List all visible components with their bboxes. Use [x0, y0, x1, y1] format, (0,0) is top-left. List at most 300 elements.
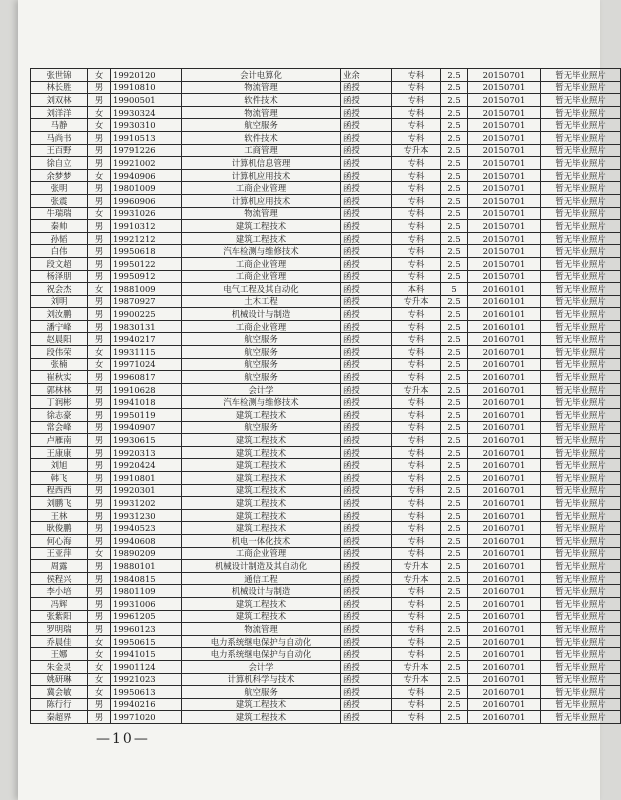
gender-cell: 男 — [88, 409, 111, 422]
table-row — [31, 660, 621, 673]
major-cell: 建筑工程技术 — [182, 610, 341, 623]
birthdate-cell: 19950912 — [111, 270, 182, 283]
level-cell: 专科 — [392, 94, 441, 107]
graduation-date-cell: 20150701 — [468, 245, 541, 258]
graduation-date-cell: 20160701 — [468, 597, 541, 610]
duration-cell: 2.5 — [441, 333, 468, 346]
photo-status-cell: 暂无毕业照片 — [541, 131, 621, 144]
level-cell: 专科 — [392, 245, 441, 258]
birthdate-cell: 19881009 — [111, 283, 182, 296]
name-cell: 白伟 — [31, 245, 88, 258]
study-mode-cell: 函授 — [341, 459, 392, 472]
duration-cell: 2.5 — [441, 560, 468, 573]
graduation-date-cell: 20160701 — [468, 623, 541, 636]
graduation-date-cell: 20160701 — [468, 346, 541, 359]
level-cell: 专科 — [392, 194, 441, 207]
table-row — [31, 547, 621, 560]
gender-cell: 女 — [88, 635, 111, 648]
birthdate-cell: 19930615 — [111, 434, 182, 447]
photo-status-cell: 暂无毕业照片 — [541, 295, 621, 308]
major-cell: 工商企业管理 — [182, 182, 341, 195]
photo-status-cell: 暂无毕业照片 — [541, 459, 621, 472]
photo-status-cell: 暂无毕业照片 — [541, 383, 621, 396]
table-row — [31, 131, 621, 144]
gender-cell: 男 — [88, 459, 111, 472]
birthdate-cell: 19921212 — [111, 232, 182, 245]
duration-cell: 2.5 — [441, 660, 468, 673]
photo-status-cell: 暂无毕业照片 — [541, 119, 621, 132]
level-cell: 专升本 — [392, 673, 441, 686]
gender-cell: 男 — [88, 157, 111, 170]
table-row — [31, 295, 621, 308]
study-mode-cell: 函授 — [341, 169, 392, 182]
duration-cell: 2.5 — [441, 169, 468, 182]
major-cell: 建筑工程技术 — [182, 472, 341, 485]
graduation-date-cell: 20160701 — [468, 572, 541, 585]
duration-cell: 2.5 — [441, 459, 468, 472]
photo-status-cell: 暂无毕业照片 — [541, 660, 621, 673]
level-cell: 专科 — [392, 333, 441, 346]
level-cell: 专科 — [392, 623, 441, 636]
major-cell: 工商企业管理 — [182, 320, 341, 333]
name-cell: 徐志豪 — [31, 409, 88, 422]
study-mode-cell: 函授 — [341, 534, 392, 547]
gender-cell: 男 — [88, 396, 111, 409]
study-mode-cell: 函授 — [341, 295, 392, 308]
name-cell: 常会峰 — [31, 421, 88, 434]
duration-cell: 2.5 — [441, 106, 468, 119]
photo-status-cell: 暂无毕业照片 — [541, 207, 621, 220]
study-mode-cell: 函授 — [341, 358, 392, 371]
birthdate-cell: 19900225 — [111, 308, 182, 321]
study-mode-cell: 函授 — [341, 572, 392, 585]
level-cell: 专科 — [392, 232, 441, 245]
name-cell: 耿俊鹏 — [31, 522, 88, 535]
major-cell: 建筑工程技术 — [182, 497, 341, 510]
graduation-date-cell: 20160101 — [468, 295, 541, 308]
graduation-date-cell: 20150701 — [468, 194, 541, 207]
table-row — [31, 283, 621, 296]
graduation-date-cell: 20150701 — [468, 270, 541, 283]
gender-cell: 男 — [88, 131, 111, 144]
photo-status-cell: 暂无毕业照片 — [541, 169, 621, 182]
study-mode-cell: 函授 — [341, 182, 392, 195]
major-cell: 工商企业管理 — [182, 257, 341, 270]
photo-status-cell: 暂无毕业照片 — [541, 194, 621, 207]
study-mode-cell: 函授 — [341, 283, 392, 296]
name-cell: 韩飞 — [31, 472, 88, 485]
birthdate-cell: 19940217 — [111, 333, 182, 346]
photo-status-cell: 暂无毕业照片 — [541, 509, 621, 522]
level-cell: 专科 — [392, 409, 441, 422]
name-cell: 冯辉 — [31, 597, 88, 610]
gender-cell: 男 — [88, 194, 111, 207]
table-row — [31, 409, 621, 422]
table-row — [31, 711, 621, 724]
birthdate-cell: 19830131 — [111, 320, 182, 333]
study-mode-cell: 函授 — [341, 597, 392, 610]
major-cell: 建筑工程技术 — [182, 232, 341, 245]
study-mode-cell: 函授 — [341, 144, 392, 157]
major-cell: 电气工程及其自动化 — [182, 283, 341, 296]
birthdate-cell: 19920301 — [111, 484, 182, 497]
level-cell: 专科 — [392, 509, 441, 522]
name-cell: 朱金灵 — [31, 660, 88, 673]
photo-status-cell: 暂无毕业照片 — [541, 257, 621, 270]
birthdate-cell: 19971020 — [111, 711, 182, 724]
birthdate-cell: 19930324 — [111, 106, 182, 119]
major-cell: 工商企业管理 — [182, 270, 341, 283]
name-cell: 张震 — [31, 194, 88, 207]
name-cell: 余梦梦 — [31, 169, 88, 182]
table-row — [31, 320, 621, 333]
name-cell: 丁润彬 — [31, 396, 88, 409]
name-cell: 何心海 — [31, 534, 88, 547]
graduation-date-cell: 20160701 — [468, 383, 541, 396]
level-cell: 专科 — [392, 597, 441, 610]
major-cell: 软件技术 — [182, 94, 341, 107]
gender-cell: 女 — [88, 69, 111, 82]
photo-status-cell: 暂无毕业照片 — [541, 560, 621, 573]
duration-cell: 2.5 — [441, 194, 468, 207]
gender-cell: 男 — [88, 371, 111, 384]
birthdate-cell: 19801009 — [111, 182, 182, 195]
graduation-date-cell: 20160701 — [468, 459, 541, 472]
duration-cell: 2.5 — [441, 232, 468, 245]
graduation-date-cell: 20160701 — [468, 371, 541, 384]
major-cell: 会计学 — [182, 383, 341, 396]
name-cell: 侯程兴 — [31, 572, 88, 585]
major-cell: 航空服务 — [182, 346, 341, 359]
graduation-date-cell: 20160701 — [468, 547, 541, 560]
table-row — [31, 597, 621, 610]
gender-cell: 女 — [88, 119, 111, 132]
table-row — [31, 182, 621, 195]
table-row — [31, 698, 621, 711]
duration-cell: 2.5 — [441, 421, 468, 434]
photo-status-cell: 暂无毕业照片 — [541, 106, 621, 119]
name-cell: 卢雁南 — [31, 434, 88, 447]
graduation-date-cell: 20150701 — [468, 169, 541, 182]
major-cell: 汽车检测与维修技术 — [182, 396, 341, 409]
study-mode-cell: 函授 — [341, 711, 392, 724]
graduation-date-cell: 20150701 — [468, 144, 541, 157]
level-cell: 专科 — [392, 421, 441, 434]
gender-cell: 男 — [88, 560, 111, 573]
duration-cell: 2.5 — [441, 698, 468, 711]
level-cell: 专升本 — [392, 660, 441, 673]
name-cell: 刘鹏飞 — [31, 497, 88, 510]
level-cell: 专科 — [392, 396, 441, 409]
major-cell: 工商管理 — [182, 144, 341, 157]
level-cell: 专科 — [392, 686, 441, 699]
table-row — [31, 434, 621, 447]
name-cell: 崔秋实 — [31, 371, 88, 384]
name-cell: 马尚书 — [31, 131, 88, 144]
birthdate-cell: 19931230 — [111, 509, 182, 522]
table-row — [31, 459, 621, 472]
graduation-date-cell: 20160701 — [468, 660, 541, 673]
duration-cell: 2.5 — [441, 295, 468, 308]
birthdate-cell: 19801109 — [111, 585, 182, 598]
photo-status-cell: 暂无毕业照片 — [541, 623, 621, 636]
name-cell: 罗明瑞 — [31, 623, 88, 636]
level-cell: 专升本 — [392, 383, 441, 396]
graduation-date-cell: 20160701 — [468, 686, 541, 699]
birthdate-cell: 19950615 — [111, 635, 182, 648]
gender-cell: 男 — [88, 81, 111, 94]
table-row — [31, 194, 621, 207]
table-row — [31, 585, 621, 598]
duration-cell: 2.5 — [441, 472, 468, 485]
study-mode-cell: 函授 — [341, 371, 392, 384]
gender-cell: 男 — [88, 597, 111, 610]
study-mode-cell: 函授 — [341, 509, 392, 522]
graduation-date-cell: 20160701 — [468, 396, 541, 409]
photo-status-cell: 暂无毕业照片 — [541, 547, 621, 560]
graduation-date-cell: 20150701 — [468, 257, 541, 270]
name-cell: 王康康 — [31, 446, 88, 459]
name-cell: 程西西 — [31, 484, 88, 497]
duration-cell: 2.5 — [441, 484, 468, 497]
duration-cell: 2.5 — [441, 245, 468, 258]
major-cell: 建筑工程技术 — [182, 711, 341, 724]
gender-cell: 男 — [88, 534, 111, 547]
table-row — [31, 673, 621, 686]
photo-status-cell: 暂无毕业照片 — [541, 358, 621, 371]
birthdate-cell: 19940523 — [111, 522, 182, 535]
gender-cell: 女 — [88, 686, 111, 699]
name-cell: 刘明 — [31, 295, 88, 308]
study-mode-cell: 业余 — [341, 69, 392, 82]
table-row — [31, 509, 621, 522]
graduation-date-cell: 20150701 — [468, 182, 541, 195]
level-cell: 专科 — [392, 459, 441, 472]
birthdate-cell: 19921023 — [111, 673, 182, 686]
level-cell: 专科 — [392, 207, 441, 220]
table-row — [31, 383, 621, 396]
graduation-date-cell: 20160101 — [468, 320, 541, 333]
gender-cell: 男 — [88, 245, 111, 258]
major-cell: 物流管理 — [182, 81, 341, 94]
gender-cell: 男 — [88, 144, 111, 157]
table-row — [31, 472, 621, 485]
major-cell: 建筑工程技术 — [182, 459, 341, 472]
photo-status-cell: 暂无毕业照片 — [541, 69, 621, 82]
table-row — [31, 371, 621, 384]
major-cell: 会计电算化 — [182, 69, 341, 82]
photo-status-cell: 暂无毕业照片 — [541, 333, 621, 346]
level-cell: 专科 — [392, 434, 441, 447]
study-mode-cell: 函授 — [341, 194, 392, 207]
level-cell: 专科 — [392, 320, 441, 333]
photo-status-cell: 暂无毕业照片 — [541, 610, 621, 623]
birthdate-cell: 19940216 — [111, 698, 182, 711]
gender-cell: 男 — [88, 446, 111, 459]
gender-cell: 男 — [88, 509, 111, 522]
duration-cell: 2.5 — [441, 69, 468, 82]
gender-cell: 女 — [88, 169, 111, 182]
level-cell: 本科 — [392, 283, 441, 296]
table-row — [31, 560, 621, 573]
name-cell: 赵晨阳 — [31, 333, 88, 346]
gender-cell: 男 — [88, 308, 111, 321]
graduation-date-cell: 20160701 — [468, 560, 541, 573]
level-cell: 专科 — [392, 711, 441, 724]
study-mode-cell: 函授 — [341, 660, 392, 673]
name-cell: 马静 — [31, 119, 88, 132]
duration-cell: 2.5 — [441, 144, 468, 157]
name-cell: 杨泽朋 — [31, 270, 88, 283]
name-cell: 刘双林 — [31, 94, 88, 107]
photo-status-cell: 暂无毕业照片 — [541, 396, 621, 409]
gender-cell: 男 — [88, 610, 111, 623]
gender-cell: 男 — [88, 295, 111, 308]
study-mode-cell: 函授 — [341, 434, 392, 447]
table-row — [31, 635, 621, 648]
document-page — [18, 0, 606, 800]
duration-cell: 2.5 — [441, 711, 468, 724]
name-cell: 张紫阳 — [31, 610, 88, 623]
birthdate-cell: 19931006 — [111, 597, 182, 610]
major-cell: 机电一体化技术 — [182, 534, 341, 547]
gender-cell: 男 — [88, 572, 111, 585]
birthdate-cell: 19900501 — [111, 94, 182, 107]
study-mode-cell: 函授 — [341, 686, 392, 699]
birthdate-cell: 19920313 — [111, 446, 182, 459]
photo-status-cell: 暂无毕业照片 — [541, 421, 621, 434]
birthdate-cell: 19960906 — [111, 194, 182, 207]
birthdate-cell: 19840815 — [111, 572, 182, 585]
birthdate-cell: 19960817 — [111, 371, 182, 384]
study-mode-cell: 函授 — [341, 320, 392, 333]
name-cell: 刘洋洋 — [31, 106, 88, 119]
photo-status-cell: 暂无毕业照片 — [541, 220, 621, 233]
name-cell: 姚研琳 — [31, 673, 88, 686]
graduation-date-cell: 20160701 — [468, 711, 541, 724]
study-mode-cell: 函授 — [341, 610, 392, 623]
gender-cell: 男 — [88, 333, 111, 346]
level-cell: 专科 — [392, 308, 441, 321]
graduation-date-cell: 20150701 — [468, 81, 541, 94]
photo-status-cell: 暂无毕业照片 — [541, 686, 621, 699]
graduation-date-cell: 20150701 — [468, 69, 541, 82]
major-cell: 机械设计制造及其自动化 — [182, 560, 341, 573]
level-cell: 专科 — [392, 270, 441, 283]
name-cell: 刘汝鹏 — [31, 308, 88, 321]
table-row — [31, 245, 621, 258]
study-mode-cell: 函授 — [341, 383, 392, 396]
graduation-date-cell: 20160701 — [468, 522, 541, 535]
level-cell: 专科 — [392, 257, 441, 270]
gender-cell: 男 — [88, 623, 111, 636]
birthdate-cell: 19920120 — [111, 69, 182, 82]
gender-cell: 女 — [88, 283, 111, 296]
gender-cell: 男 — [88, 94, 111, 107]
photo-status-cell: 暂无毕业照片 — [541, 472, 621, 485]
table-row — [31, 119, 621, 132]
major-cell: 建筑工程技术 — [182, 698, 341, 711]
major-cell: 计算机信息管理 — [182, 157, 341, 170]
duration-cell: 2.5 — [441, 673, 468, 686]
birthdate-cell: 19880101 — [111, 560, 182, 573]
duration-cell: 2.5 — [441, 623, 468, 636]
gender-cell: 男 — [88, 484, 111, 497]
name-cell: 王百野 — [31, 144, 88, 157]
birthdate-cell: 19791226 — [111, 144, 182, 157]
level-cell: 专科 — [392, 169, 441, 182]
graduation-date-cell: 20160701 — [468, 635, 541, 648]
birthdate-cell: 19940608 — [111, 534, 182, 547]
duration-cell: 2.5 — [441, 270, 468, 283]
page-number: —10— — [96, 731, 150, 747]
study-mode-cell: 函授 — [341, 119, 392, 132]
graduation-date-cell: 20150701 — [468, 106, 541, 119]
birthdate-cell: 19950122 — [111, 257, 182, 270]
name-cell: 孙韬 — [31, 232, 88, 245]
major-cell: 航空服务 — [182, 371, 341, 384]
level-cell: 专升本 — [392, 560, 441, 573]
study-mode-cell: 函授 — [341, 497, 392, 510]
duration-cell: 2.5 — [441, 119, 468, 132]
gender-cell: 女 — [88, 106, 111, 119]
major-cell: 建筑工程技术 — [182, 220, 341, 233]
study-mode-cell: 函授 — [341, 547, 392, 560]
photo-status-cell: 暂无毕业照片 — [541, 673, 621, 686]
birthdate-cell: 19931202 — [111, 497, 182, 510]
name-cell: 秦超界 — [31, 711, 88, 724]
duration-cell: 2.5 — [441, 534, 468, 547]
gender-cell: 男 — [88, 220, 111, 233]
table-row — [31, 534, 621, 547]
study-mode-cell: 函授 — [341, 446, 392, 459]
photo-status-cell: 暂无毕业照片 — [541, 270, 621, 283]
gender-cell: 男 — [88, 383, 111, 396]
duration-cell: 2.5 — [441, 497, 468, 510]
photo-status-cell: 暂无毕业照片 — [541, 434, 621, 447]
major-cell: 电力系统继电保护与自动化 — [182, 635, 341, 648]
duration-cell: 2.5 — [441, 220, 468, 233]
name-cell: 段文超 — [31, 257, 88, 270]
level-cell: 专科 — [392, 157, 441, 170]
major-cell: 物流管理 — [182, 623, 341, 636]
level-cell: 专科 — [392, 106, 441, 119]
major-cell: 机械设计与制造 — [182, 585, 341, 598]
study-mode-cell: 函授 — [341, 648, 392, 661]
level-cell: 专科 — [392, 472, 441, 485]
level-cell: 专升本 — [392, 295, 441, 308]
major-cell: 建筑工程技术 — [182, 446, 341, 459]
photo-status-cell: 暂无毕业照片 — [541, 635, 621, 648]
level-cell: 专科 — [392, 585, 441, 598]
study-mode-cell: 函授 — [341, 585, 392, 598]
birthdate-cell: 19910801 — [111, 472, 182, 485]
photo-status-cell: 暂无毕业照片 — [541, 585, 621, 598]
duration-cell: 2.5 — [441, 610, 468, 623]
table-row — [31, 497, 621, 510]
table-row — [31, 144, 621, 157]
major-cell: 建筑工程技术 — [182, 509, 341, 522]
graduation-date-cell: 20160701 — [468, 446, 541, 459]
name-cell: 祝会杰 — [31, 283, 88, 296]
graduation-date-cell: 20160701 — [468, 648, 541, 661]
study-mode-cell: 函授 — [341, 623, 392, 636]
table-row — [31, 169, 621, 182]
table-row — [31, 522, 621, 535]
study-mode-cell: 函授 — [341, 257, 392, 270]
photo-status-cell: 暂无毕业照片 — [541, 346, 621, 359]
major-cell: 计算机应用技术 — [182, 194, 341, 207]
